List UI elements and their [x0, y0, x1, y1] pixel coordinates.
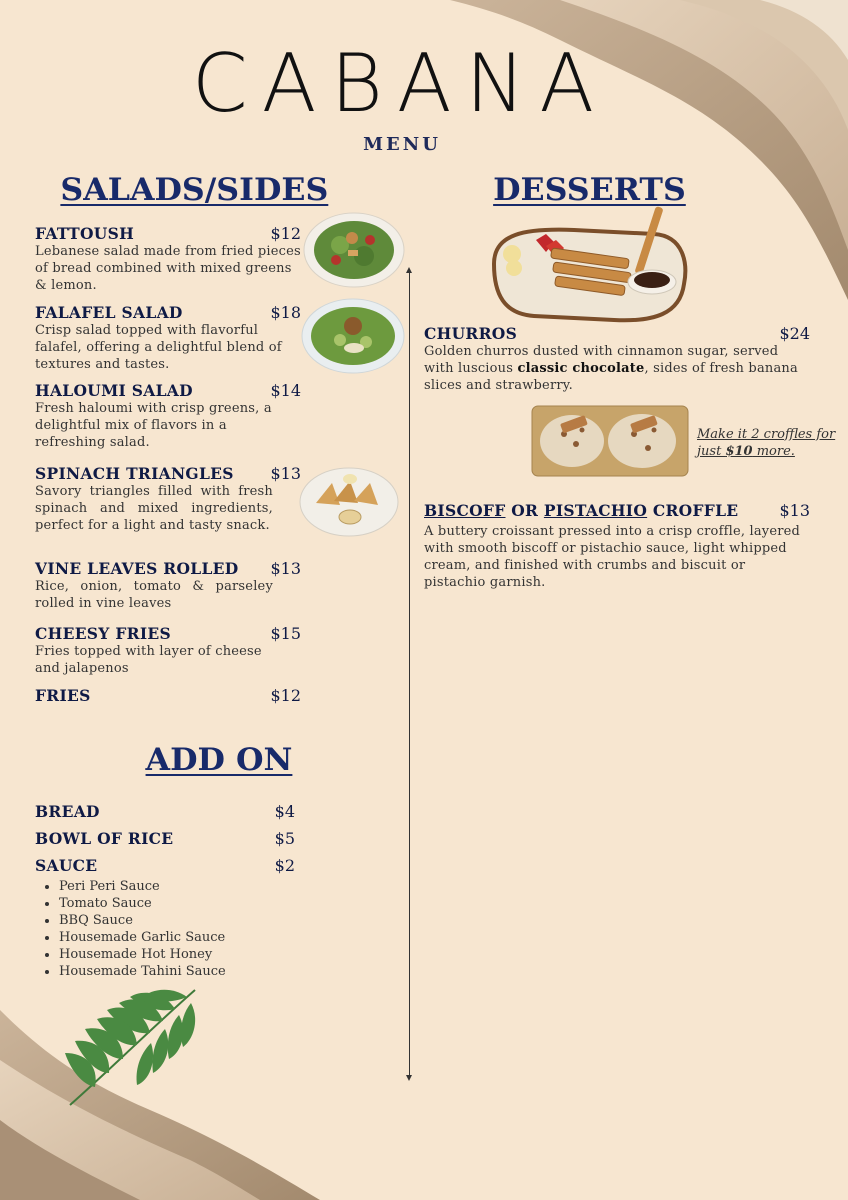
item-price: $13	[270, 559, 301, 578]
item-description: Rice, onion, tomato & parseley rolled in vine leaves	[35, 579, 273, 611]
salads-heading: SALADS/SIDES	[60, 172, 329, 208]
falafel-salad-photo	[300, 296, 406, 376]
menu-item-spinach-triangles	[35, 464, 301, 534]
item-price: $14	[270, 381, 301, 400]
addon-sauce	[35, 856, 295, 875]
item-name: FALAFEL SALAD	[35, 303, 183, 322]
list-item: • BBQ Sauce	[59, 912, 226, 929]
item-name: HALOUMI SALAD	[35, 381, 193, 400]
menu-item-haloumi-salad	[35, 381, 301, 451]
item-name: SAUCE	[35, 856, 98, 875]
list-item: • Housemade Garlic Sauce	[59, 929, 226, 946]
item-name: VINE LEAVES ROLLED	[35, 559, 239, 578]
spinach-triangles-photo	[298, 465, 400, 539]
item-price: $12	[270, 686, 301, 705]
list-item: • Housemade Hot Honey	[59, 946, 226, 963]
item-price: $13	[270, 464, 301, 483]
desserts-heading: DESSERTS	[493, 172, 686, 208]
item-price: $24	[779, 324, 810, 343]
item-price: $15	[270, 624, 301, 643]
list-item: • Peri Peri Sauce	[59, 878, 226, 895]
menu-subtitle: MENU	[363, 134, 441, 155]
menu-item-cheesy-fries	[35, 624, 301, 677]
item-description: Savory triangles filled with fresh spinach and mixed ingredients, perfect for a light and tasty snack.	[35, 484, 273, 533]
column-divider	[409, 272, 410, 1076]
brand-logo: CABANA	[191, 37, 609, 130]
item-name: CHURROS	[424, 324, 518, 343]
addon-bread	[35, 802, 295, 821]
croffle-photo	[530, 404, 690, 478]
fattoush-photo	[302, 210, 406, 290]
croffle-offer-note: Make it 2 croffles for just $10 more.	[697, 427, 836, 459]
churros-photo	[484, 204, 690, 326]
item-name: BOWL OF RICE	[35, 829, 174, 848]
item-name: BISCOFF OR PISTACHIO CROFFLE	[424, 501, 739, 520]
menu-item-falafel-salad	[35, 303, 301, 373]
dessert-churros	[424, 324, 810, 394]
palm-leaf-icon	[55, 985, 205, 1115]
item-price: $4	[274, 802, 295, 821]
item-name: FATTOUSH	[35, 224, 135, 243]
list-item: • Tomato Sauce	[59, 895, 226, 912]
item-name: FRIES	[35, 686, 91, 705]
item-name: BREAD	[35, 802, 100, 821]
item-description: Crisp salad topped with flavorful falafel, offering a delightful blend of textures and tastes.	[35, 323, 282, 372]
item-name: CHEESY FRIES	[35, 624, 172, 643]
item-price: $13	[779, 501, 810, 520]
menu-item-fattoush	[35, 224, 301, 294]
item-price: $12	[270, 224, 301, 243]
sauce-list	[46, 878, 226, 980]
addon-heading: ADD ON	[145, 742, 293, 778]
item-description: Golden churros dusted with cinnamon sugar, served with luscious classic chocolate, sides of fresh banana slices and strawberry.	[424, 344, 798, 393]
item-description: Fresh haloumi with crisp greens, a delightful mix of flavors in a refreshing salad.	[35, 401, 272, 450]
item-description: Fries topped with layer of cheese and jalapenos	[35, 644, 262, 676]
menu-item-vine-leaves	[35, 559, 301, 612]
item-name: SPINACH TRIANGLES	[35, 464, 234, 483]
list-item: • Housemade Tahini Sauce	[59, 963, 226, 980]
addon-bowl-of-rice	[35, 829, 295, 848]
menu-item-fries	[35, 686, 301, 705]
dessert-croffle	[424, 501, 810, 591]
item-price: $2	[274, 856, 295, 875]
item-description: A buttery croissant pressed into a crisp croffle, layered with smooth biscoff or pistachio sauce, light whipped cream, and finished with crumbs and biscuit or pistachio garnish.	[424, 524, 801, 590]
item-description: Lebanese salad made from fried pieces of bread combined with mixed greens & lemon.	[35, 244, 301, 293]
item-price: $18	[270, 303, 301, 322]
item-price: $5	[274, 829, 295, 848]
